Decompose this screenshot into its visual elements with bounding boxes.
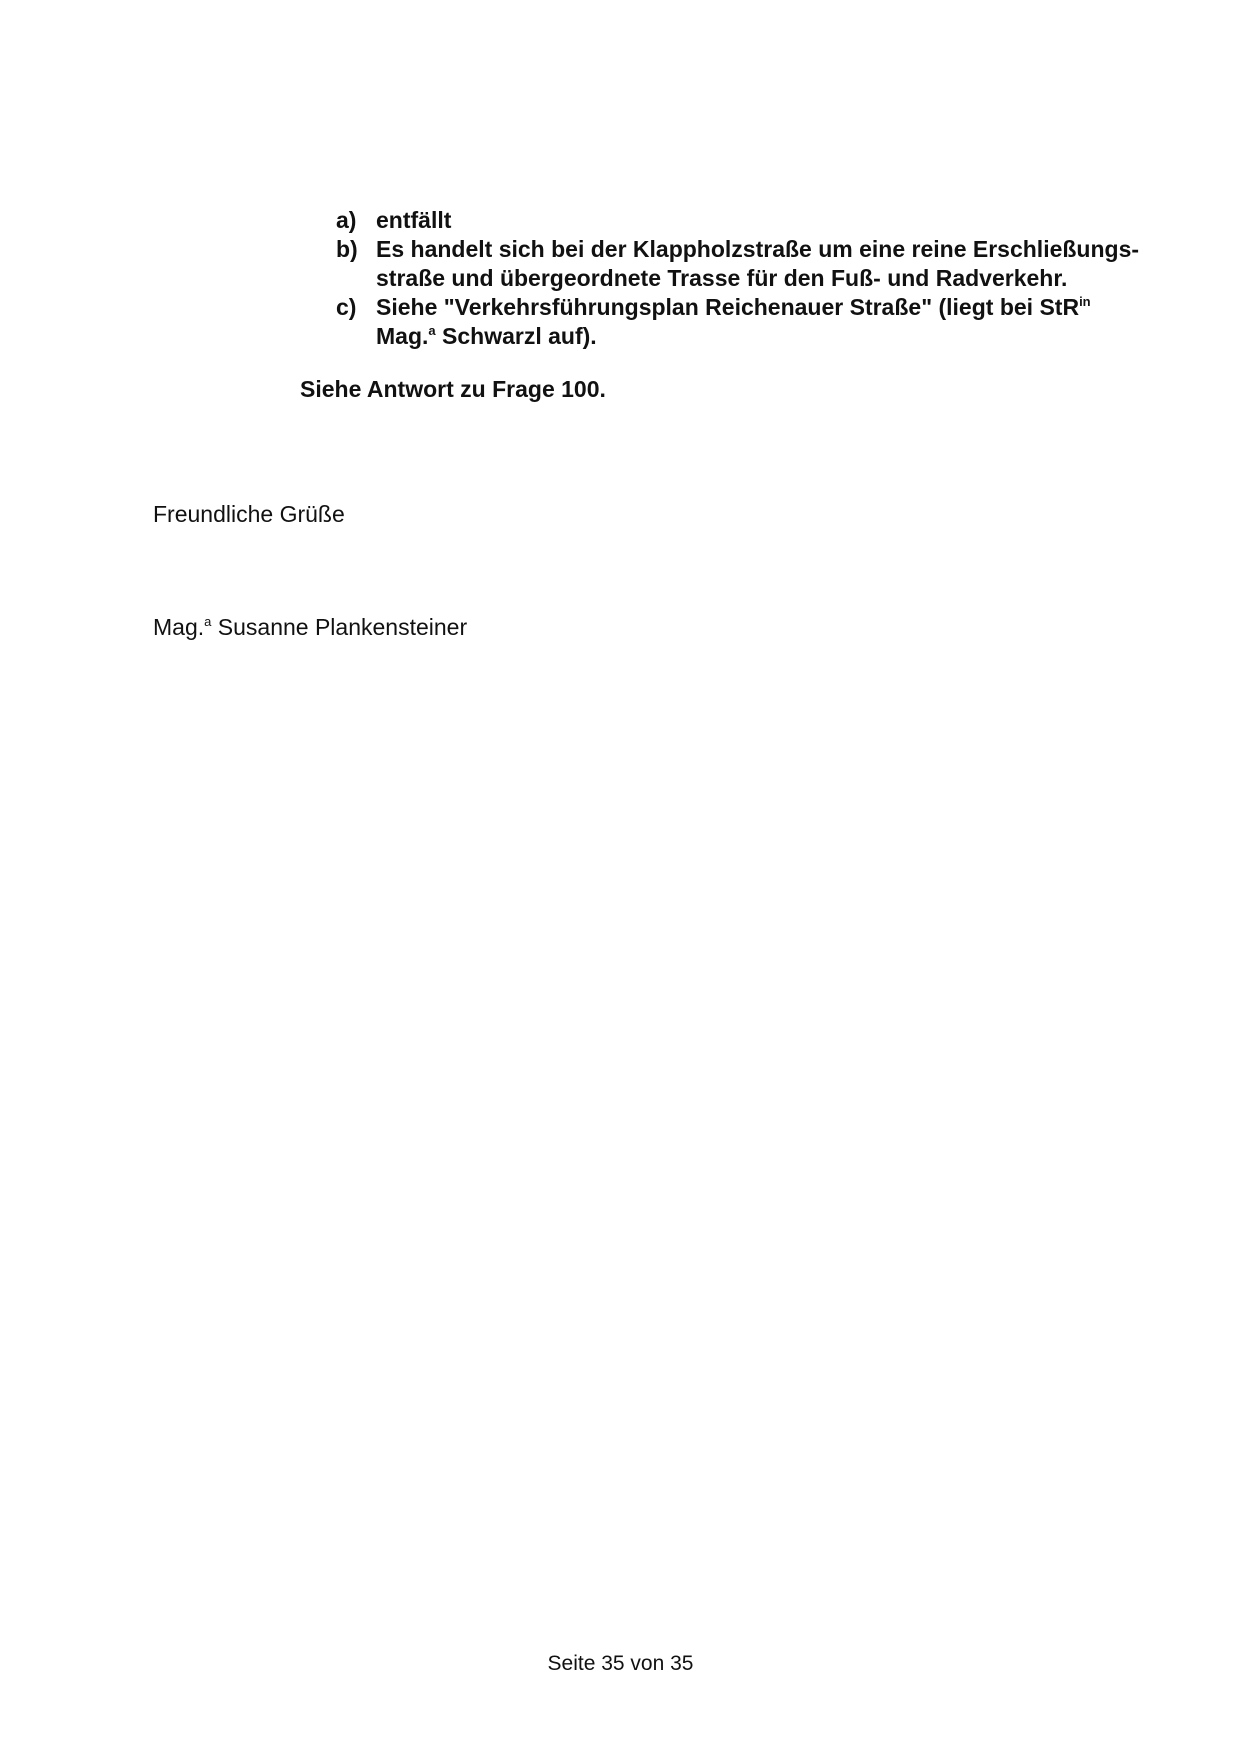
answer-text-c-line1-sup: in (1079, 294, 1091, 309)
answer-text-c-line2-pre: Mag. (376, 323, 429, 349)
see-answer-text: Siehe Antwort zu Frage 100. (300, 376, 606, 402)
answer-text-b-line2: straße und übergeordnete Trasse für den Fuß- und Radverkehr. (376, 265, 1068, 291)
answer-marker-c: c) (336, 294, 357, 320)
closing-greeting: Freundliche Grüße (153, 501, 345, 527)
answer-text-c-line1 (376, 293, 1156, 322)
signature-title: Mag. (153, 614, 205, 640)
answer-list (336, 206, 1156, 351)
answer-text-a: entfällt (376, 207, 452, 233)
answer-item-a (336, 206, 1156, 235)
answer-text-c-line1-main: Siehe "Verkehrsführungsplan Reichenauer Straße" (liegt bei StR (376, 294, 1080, 320)
answer-text-c-line2 (376, 322, 1156, 351)
page-footer: Seite 35 von 35 (547, 1652, 694, 1675)
signature-title-sup: a (204, 614, 212, 629)
signature-name (153, 613, 467, 642)
answer-item-c (336, 293, 1156, 351)
answer-marker-a: a) (336, 207, 357, 233)
signature-person: Susanne Plankensteiner (211, 614, 468, 640)
answer-text-c-line2-post: Schwarzl auf). (435, 323, 597, 349)
answer-item-b (336, 235, 1156, 293)
answer-marker-b: b) (336, 236, 358, 262)
answer-text-c-line2-sup: a (428, 323, 436, 338)
answer-text-b-line1: Es handelt sich bei der Klappholzstraße um eine reine Erschließungs- (376, 236, 1140, 262)
